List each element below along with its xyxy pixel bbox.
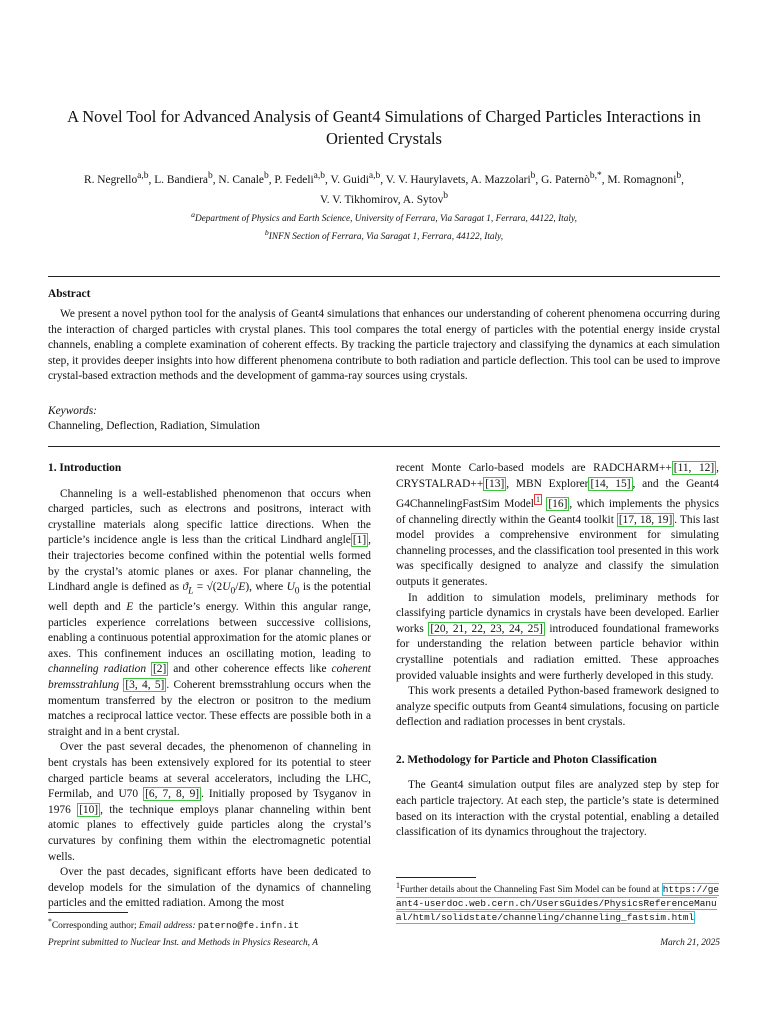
footnote-rule-right (396, 877, 476, 878)
footnote-1-url[interactable]: https://geant4-userdoc.web.cern.ch/UsersGuides/PhysicsReferenceManual/html/solidstate/channeling/channeling_fastsim.html (396, 884, 720, 924)
footnote-rule-left (48, 912, 128, 913)
section-heading-introduction: 1. Introduction (48, 462, 122, 474)
footer-date: March 21, 2025 (660, 938, 720, 948)
citation-link[interactable]: [2] (153, 663, 167, 676)
abstract-text: We present a novel python tool for the analysis of Geant4 simulations that enhances our understanding of coherent phenomena occurring during the interaction of charged particles with crystal planes. This tool compares the total energy of particles with the potential energy inside crystal channels, enabling a complete examination of coherent effects. By tracking the particle trajectory and classifying the dynamics at each simulation step, it provides deeper insights into how different phenomena contribute to both radiation and particle deflection. This tool can be used to improve crystal-based extraction methods and the development of gamma-ray sources using crystals. (48, 308, 720, 382)
citation-link[interactable]: [1] (352, 534, 367, 547)
citation-link[interactable]: [16] (548, 497, 568, 510)
citation-link[interactable]: [14, 15] (590, 477, 631, 490)
footer-journal: Preprint submitted to Nuclear Inst. and Methods in Physics Research, A (48, 938, 318, 948)
intro-paragraph-5: This work presents a detailed Python-based framework designed to analyze specific outputs from Geant4 simulations, focusing on particle deflection and radiation processes in bent crystals. (396, 685, 719, 729)
section-heading-methodology: 2. Methodology for Particle and Photon Classification (396, 753, 657, 766)
citation-link[interactable]: [3, 4, 5] (125, 679, 165, 691)
keywords: Channeling, Deflection, Radiation, Simulation (48, 420, 260, 432)
citation-link[interactable]: [10] (79, 803, 99, 816)
footnote-corresponding-author: *Corresponding author; Email address: paterno@fe.infn.it (48, 917, 300, 932)
citation-link[interactable]: [13] (485, 477, 505, 490)
intro-paragraph-2: Over the past several decades, the phenomenon of channeling in bent crystals has been extensively explored for its potential to steer charged particle beams at several accelerators, including the LHC, Fermilab, and U70 [6, 7, 8, 9] . Initially proposed by Tsyganov in 1976 [10] , the technique employs planar channeling within bent atomic planes to effectively guide particles along the crystal’s curvatures by confining them within the electromagnetic potential wells. (48, 741, 371, 863)
citation-link[interactable]: [17, 18, 19] (618, 513, 673, 526)
column-right (396, 461, 719, 841)
intro-paragraph-4: In addition to simulation models, preliminary methods for classifying particle dynamics in crystals have been developed. Earlier works [20, 21, 22, 23, 24, 25] introduced foundational frameworks for understanding the relation between particle behavior within crystalline potentials and radiation emitted. These approaches provided valuable insights and were furtherly developed in this study. (396, 591, 719, 682)
methodology-paragraph-1: The Geant4 simulation output files are analyzed step by step for each particle trajectory. At each step, the particle’s state is determined based on its interaction with the crystal potential, enabling a detailed classification of its dynamics throughout the trajectory. (396, 779, 719, 839)
affiliation-b: $^b$INFN Section of Ferrara, Via Saragat 1, Ferrara, 44122, Italy, (264, 228, 504, 243)
affiliations (60, 208, 708, 244)
paper-title: A Novel Tool for Advanced Analysis of Geant4 Simulations of Charged Particles Interactions in Oriented Crystals (67, 107, 701, 148)
footnote-ref-1[interactable]: 1 (535, 495, 540, 505)
divider-top (48, 276, 720, 277)
keywords-label: Keywords: (48, 405, 97, 417)
affiliation-a: $^a$Department of Physics and Earth Science, University of Ferrara, Via Saragat 1, Ferrara, 44122, Italy, (191, 210, 577, 225)
author-list: R. Negrello$^{a,b}$, L. Bandiera$^b$, N. Canale$^b$, P. Fedeli$^{a,b}$, V. Guidi$^{a,b}$, V. V. Haurylavets, A. Mazzolari$^b$, G. Paternò$^{b,*}$, M. Romagnoni$^b$, V. V. Tikhomirov, A. Sytov$^b$ (84, 171, 684, 206)
citation-link[interactable]: [11, 12] (673, 462, 715, 474)
footnote-1: $^1$Further details about the Channeling Fast Sim Model can be found at https://geant4-userdoc.web.cern.ch/UsersGuides/PhysicsReferenceManual/html/solidstate/channeling/channeling_fastsim.html (396, 881, 720, 924)
intro-paragraph-3: Over the past decades, significant efforts have been dedicated to develop models for the simulation of the dynamics of channeling particles and the emitted radiation. Among the most (48, 866, 371, 910)
author-email[interactable]: paterno@fe.infn.it (197, 920, 300, 932)
column-left (48, 461, 371, 912)
footnote-1-text: Further details about the Channeling Fast Sim Model can be found at (399, 885, 660, 896)
intro-paragraph-1: Channeling is a well-established phenomenon that occurs when charged particles, such as electrons and positrons, interact with crystalline materials along specific lattice directions. When the particle’s incidence angle is less than the critical Lindhard angle [1] , their trajectories become confined within the potential wells formed by the crystal’s atomic planes or axes. For planar channeling, the Lindhard angle is defined as $ϑ_L = √(2U_0/E)$, where $U_0$ is the potential well depth and E the particle’s energy. Within this angular range, particles experience correlations between successive collisions, enabling a continuous potential approximation for the atomic planes or axes. This confinement induces an oscillating motion, leading to channeling radiation [2] and other coherence effects like coherent bremsstrahlung [3, 4, 5] . Coherent bremsstrahlung occurs when the momentum transferred by the electron or positron to the medium matches a reciprocal lattice vector. These effects are possible both in a straight and in a bent crystal. (48, 487, 371, 738)
divider-bottom (48, 446, 720, 447)
abstract-heading: Abstract (48, 288, 91, 300)
citation-link[interactable]: [6, 7, 8, 9] (145, 788, 200, 801)
intro-paragraph-3-cont: recent Monte Carlo-based models are RADCHARM++ [11, 12] , CRYSTALRAD++ [13] , MBN Explorer [14, 15] , and the Geant4 G4ChannelingFastSim Model $^1$ [16] , which implements the physics of channeling directly within the Geant4 toolkit [17, 18, 19] . This last model provides a comprehensive environment for simulating channeling processes, and the classification tool presented in this work was specifically designed to analyze and classify the simulation outputs it generates. (396, 462, 719, 588)
citation-link[interactable]: [20, 21, 22, 23, 24, 25] (430, 622, 543, 635)
